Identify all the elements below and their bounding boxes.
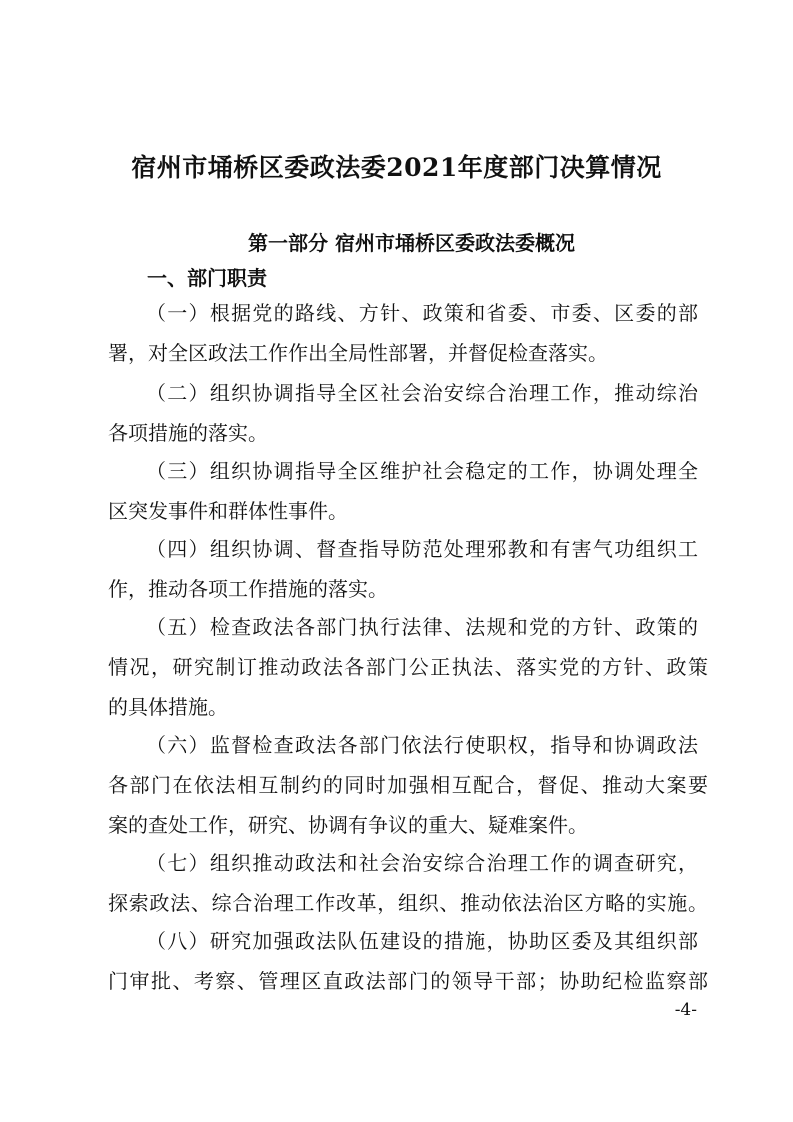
paragraph-line: 案的查处工作，研究、协调有争议的重大、疑难案件。 <box>108 813 588 837</box>
paragraph-line: 各部门在依法相互制约的同时加强相互配合，督促、推动大案要 <box>108 773 708 797</box>
paragraph-line: （八）研究加强政法队伍建设的措施，协助区委及其组织部 <box>146 929 698 953</box>
paragraph-line: 区突发事件和群体性事件。 <box>108 499 348 523</box>
section-heading: 一、部门职责 <box>147 266 267 290</box>
part-title: 第一部分 宿州市埇桥区委政法委概况 <box>248 231 575 255</box>
paragraph-line: 情况，研究制订推动政法各部门公正执法、落实党的方针、政策 <box>108 655 708 679</box>
paragraph-line: 署，对全区政法工作作出全局性部署，并督促检查落实。 <box>108 341 608 365</box>
document-title: 宿州市埇桥区委政法委2021年度部门决算情况 <box>131 153 662 182</box>
paragraph-line: 各项措施的落实。 <box>108 421 268 445</box>
paragraph-line: 门审批、考察、管理区直政法部门的领导干部；协助纪检监察部 <box>108 969 708 993</box>
paragraph-line: （六）监督检查政法各部门依法行使职权，指导和协调政法 <box>146 733 698 757</box>
paragraph-line: 作，推动各项工作措施的落实。 <box>108 577 388 601</box>
paragraph-line: （七）组织推动政法和社会治安综合治理工作的调查研究， <box>146 851 698 875</box>
paragraph-line: 的具体措施。 <box>108 695 228 719</box>
paragraph-line: （四）组织协调、督查指导防范处理邪教和有害气功组织工 <box>146 537 698 561</box>
paragraph-line: （二）组织协调指导全区社会治安综合治理工作，推动综治 <box>146 381 698 405</box>
paragraph-line: （一）根据党的路线、方针、政策和省委、市委、区委的部 <box>146 301 698 325</box>
page-number: -4- <box>674 1000 697 1020</box>
paragraph-line: 探索政法、综合治理工作改革，组织、推动依法治区方略的实施。 <box>108 891 708 915</box>
paragraph-line: （三）组织协调指导全区维护社会稳定的工作，协调处理全 <box>146 459 698 483</box>
paragraph-line: （五）检查政法各部门执行法律、法规和党的方针、政策的 <box>146 615 698 639</box>
